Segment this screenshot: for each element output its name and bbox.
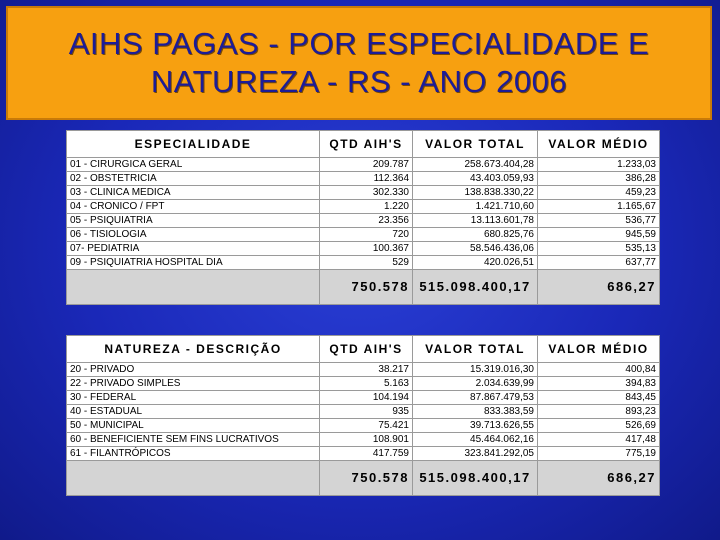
row-valor-medio: 843,45 xyxy=(538,391,660,405)
row-valor-total: 45.464.062,16 xyxy=(413,433,538,447)
row-qtd: 935 xyxy=(320,405,413,419)
table-row xyxy=(67,214,660,228)
row-valor-total: 87.867.479,53 xyxy=(413,391,538,405)
total-qtd: 750.578 xyxy=(320,270,413,305)
row-label: 40 - ESTADUAL xyxy=(67,405,320,419)
row-valor-total: 680.825,76 xyxy=(413,228,538,242)
total-label-cell xyxy=(67,461,320,496)
row-valor-total: 420.026,51 xyxy=(413,256,538,270)
total-valor-total: 515.098.400,17 xyxy=(413,270,538,305)
row-valor-medio: 394,83 xyxy=(538,377,660,391)
row-label: 60 - BENEFICIENTE SEM FINS LUCRATIVOS xyxy=(67,433,320,447)
row-qtd: 112.364 xyxy=(320,172,413,186)
row-label: 03 - CLINICA MEDICA xyxy=(67,186,320,200)
row-label: 20 - PRIVADO xyxy=(67,363,320,377)
total-valor-medio: 686,27 xyxy=(538,270,660,305)
header-natureza-descricao: NATUREZA - DESCRIÇÃO xyxy=(67,336,320,363)
row-valor-total: 15.319.016,30 xyxy=(413,363,538,377)
table-row xyxy=(67,447,660,461)
total-valor-medio: 686,27 xyxy=(538,461,660,496)
table-row xyxy=(67,242,660,256)
row-label: 09 - PSIQUIATRIA HOSPITAL DIA xyxy=(67,256,320,270)
header-qtd-aihs: QTD AIH'S xyxy=(320,131,413,158)
row-label: 07- PEDIATRIA xyxy=(67,242,320,256)
table-row xyxy=(67,377,660,391)
row-valor-medio: 893,23 xyxy=(538,405,660,419)
row-qtd: 720 xyxy=(320,228,413,242)
slide-title-line-2: NATUREZA - RS - ANO 2006 xyxy=(150,64,568,99)
table-row xyxy=(67,158,660,172)
total-valor-total: 515.098.400,17 xyxy=(413,461,538,496)
table-row xyxy=(67,172,660,186)
row-valor-medio: 400,84 xyxy=(538,363,660,377)
row-label: 02 - OBSTETRICIA xyxy=(67,172,320,186)
row-valor-medio: 535,13 xyxy=(538,242,660,256)
row-label: 22 - PRIVADO SIMPLES xyxy=(67,377,320,391)
table-row xyxy=(67,186,660,200)
row-label: 61 - FILANTRÓPICOS xyxy=(67,447,320,461)
row-valor-medio: 637,77 xyxy=(538,256,660,270)
row-valor-total: 258.673.404,28 xyxy=(413,158,538,172)
table-row xyxy=(67,363,660,377)
table-row xyxy=(67,228,660,242)
row-valor-total: 2.034.639,99 xyxy=(413,377,538,391)
row-valor-total: 323.841.292,05 xyxy=(413,447,538,461)
row-qtd: 38.217 xyxy=(320,363,413,377)
header-valor-medio: VALOR MÉDIO xyxy=(538,131,660,158)
row-label: 30 - FEDERAL xyxy=(67,391,320,405)
row-valor-medio: 536,77 xyxy=(538,214,660,228)
total-row xyxy=(67,270,660,305)
header-valor-total: VALOR TOTAL xyxy=(413,336,538,363)
row-valor-medio: 386,28 xyxy=(538,172,660,186)
row-label: 01 - CIRURGICA GERAL xyxy=(67,158,320,172)
table-row xyxy=(67,405,660,419)
slide-title-box xyxy=(6,6,712,120)
row-valor-medio: 417,48 xyxy=(538,433,660,447)
row-qtd: 5.163 xyxy=(320,377,413,391)
table-row xyxy=(67,256,660,270)
row-qtd: 1.220 xyxy=(320,200,413,214)
row-qtd: 108.901 xyxy=(320,433,413,447)
row-qtd: 23.356 xyxy=(320,214,413,228)
row-valor-medio: 526,69 xyxy=(538,419,660,433)
row-label: 50 - MUNICIPAL xyxy=(67,419,320,433)
total-row xyxy=(67,461,660,496)
especialidade-table xyxy=(66,130,659,305)
row-qtd: 529 xyxy=(320,256,413,270)
row-valor-medio: 945,59 xyxy=(538,228,660,242)
row-label: 05 - PSIQUIATRIA xyxy=(67,214,320,228)
row-label: 06 - TISIOLOGIA xyxy=(67,228,320,242)
row-valor-medio: 775,19 xyxy=(538,447,660,461)
row-qtd: 100.367 xyxy=(320,242,413,256)
row-valor-total: 43.403.059,93 xyxy=(413,172,538,186)
row-valor-total: 138.838.330,22 xyxy=(413,186,538,200)
header-valor-medio: VALOR MÉDIO xyxy=(538,336,660,363)
table-row xyxy=(67,433,660,447)
table-row xyxy=(67,200,660,214)
table-row xyxy=(67,391,660,405)
row-valor-medio: 1.165,67 xyxy=(538,200,660,214)
table-row xyxy=(67,419,660,433)
header-valor-total: VALOR TOTAL xyxy=(413,131,538,158)
row-valor-total: 833.383,59 xyxy=(413,405,538,419)
row-valor-total: 13.113.601,78 xyxy=(413,214,538,228)
row-valor-total: 58.546.436,06 xyxy=(413,242,538,256)
total-label-cell xyxy=(67,270,320,305)
natureza-table xyxy=(66,335,659,496)
row-valor-total: 1.421.710,60 xyxy=(413,200,538,214)
header-qtd-aihs: QTD AIH'S xyxy=(320,336,413,363)
row-valor-medio: 459,23 xyxy=(538,186,660,200)
slide-title-line-1: AIHS PAGAS - POR ESPECIALIDADE E xyxy=(68,26,650,61)
row-qtd: 75.421 xyxy=(320,419,413,433)
header-especialidade: ESPECIALIDADE xyxy=(67,131,320,158)
row-valor-total: 39.713.626,55 xyxy=(413,419,538,433)
row-label: 04 - CRONICO / FPT xyxy=(67,200,320,214)
total-qtd: 750.578 xyxy=(320,461,413,496)
row-qtd: 417.759 xyxy=(320,447,413,461)
row-qtd: 209.787 xyxy=(320,158,413,172)
row-qtd: 302.330 xyxy=(320,186,413,200)
row-qtd: 104.194 xyxy=(320,391,413,405)
row-valor-medio: 1.233,03 xyxy=(538,158,660,172)
